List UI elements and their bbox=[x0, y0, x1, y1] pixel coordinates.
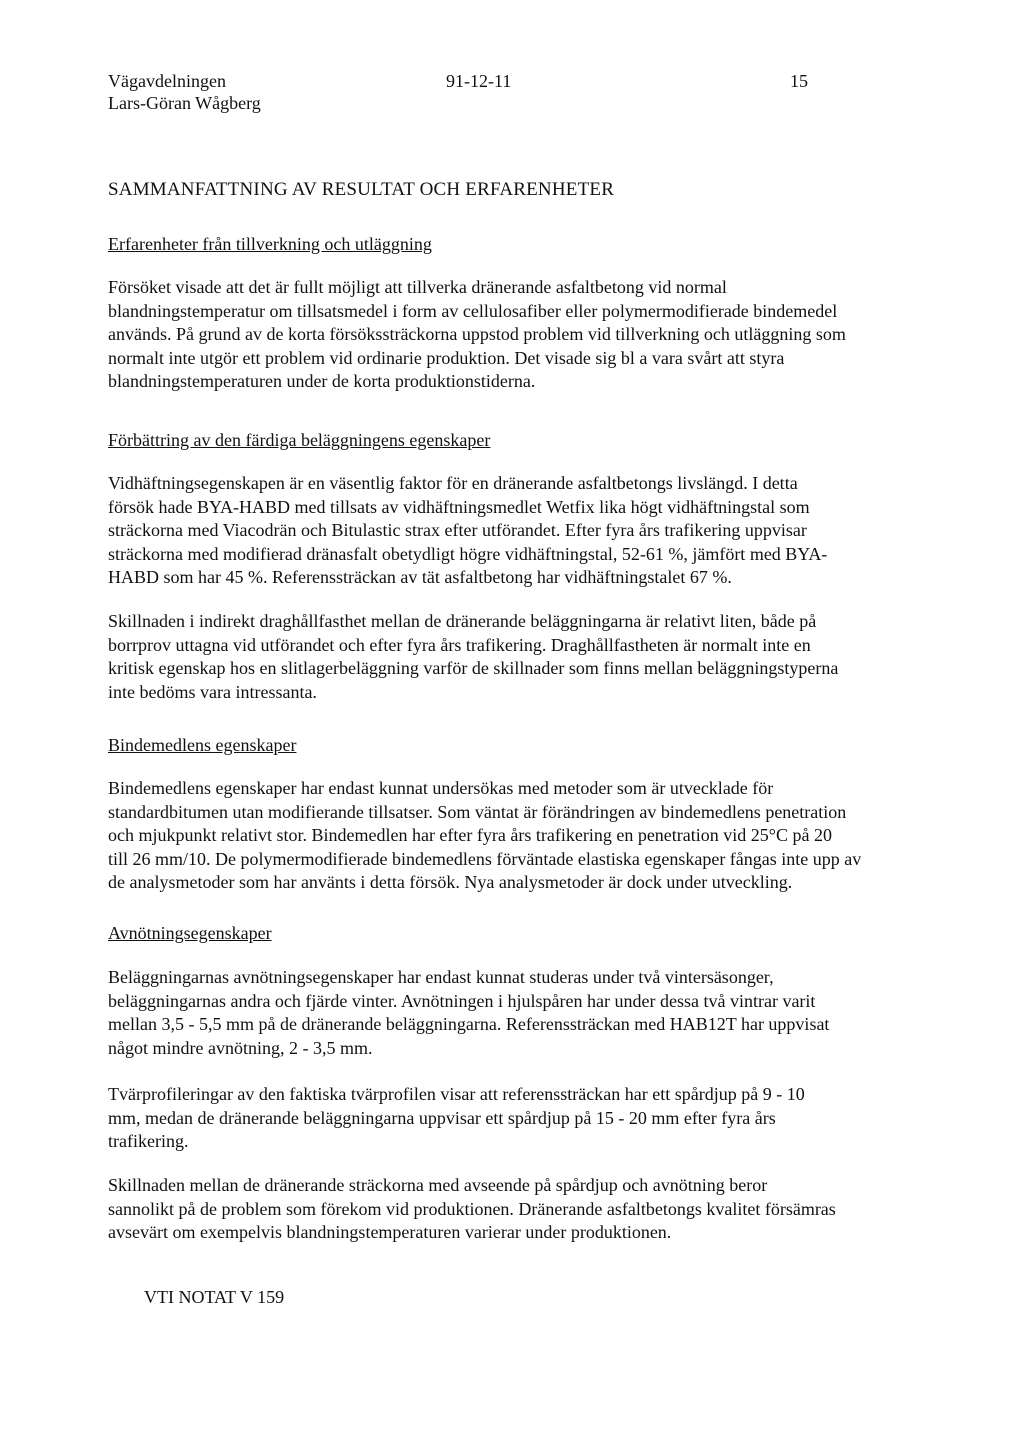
text-line: till 26 mm/10. De polymermodifierade bindemedlens förväntade elastiska egenskaper fångas inte upp av bbox=[108, 848, 862, 869]
text-line: används. På grund av de korta försökssträckorna uppstod problem vid tillverkning och utläggning som bbox=[108, 324, 846, 344]
text-line: borrprov uttagna vid utförandet och efter fyra års trafikering. Draghållfastheten är normalt inte en bbox=[108, 634, 811, 655]
paragraph-wear-properties bbox=[108, 966, 908, 1060]
text-line: Försöket visade att det är fullt möjligt att tillverka dränerande asfaltbetong vid normal bbox=[108, 277, 727, 297]
text-line: och mjukpunkt relativt stor. Bindemedlen har efter fyra års trafikering en penetration vid 25°C på 20 bbox=[108, 825, 832, 845]
text-line: avsevärt om exempelvis blandningstemperaturen varierar under produktionen. bbox=[108, 1222, 672, 1242]
text-line: kritisk egenskap hos en slitlagerbeläggning varför de skillnader som finns mellan beläggningstyperna bbox=[108, 658, 839, 678]
text-line: Skillnaden mellan de dränerande sträckorna med avseende på spårdjup och avnötning beror bbox=[108, 1175, 768, 1195]
page-number: 15 bbox=[790, 71, 808, 91]
paragraph-rut-difference bbox=[108, 1174, 908, 1245]
text-line: standardbitumen utan modifierande tillsatser. Som väntat är förändringen av bindemedlens penetration bbox=[108, 801, 847, 822]
section-heading-wear: Avnötningsegenskaper bbox=[108, 923, 272, 943]
text-line: Skillnaden i indirekt draghållfasthet mellan de dränerande beläggningarna är relativt liten, både på bbox=[108, 611, 817, 631]
paragraph-adhesion bbox=[108, 472, 908, 590]
section-heading-production: Erfarenheter från tillverkning och utläggning bbox=[108, 234, 432, 254]
text-line: Bindemedlens egenskaper har endast kunnat undersökas med metoder som är utvecklade för bbox=[108, 778, 774, 798]
header-date: 91-12-11 bbox=[446, 71, 512, 91]
text-line: trafikering. bbox=[108, 1131, 189, 1151]
paragraph-tensile-strength bbox=[108, 610, 908, 704]
text-line: sträckorna med modifierad dränasfalt obetydligt högre vidhäftningstal, 52-61 %, jämfört med BYA- bbox=[108, 543, 828, 564]
text-line: mm, medan de dränerande beläggningarna uppvisar ett spårdjup på 15 - 20 mm efter fyra års bbox=[108, 1107, 776, 1128]
text-line: försök hade BYA-HABD med tillsats av vidhäftningsmedlet Wetfix lika högt vidhäftningstal som bbox=[108, 496, 810, 517]
text-line: normalt inte utgör ett problem vid ordinarie produktion. Det visade sig bl a vara svårt att styra bbox=[108, 347, 785, 368]
text-line: mellan 3,5 - 5,5 mm på de dränerande beläggningarna. Referenssträckan med HAB12T har uppvisat bbox=[108, 1014, 830, 1034]
text-line: Beläggningarnas avnötningsegenskaper har endast kunnat studeras under två vintersäsonger, bbox=[108, 967, 774, 987]
text-line: något mindre avnötning, 2 - 3,5 mm. bbox=[108, 1037, 373, 1058]
text-line: blandningstemperaturen under de korta produktionstiderna. bbox=[108, 371, 536, 391]
text-line: Tvärprofileringar av den faktiska tvärprofilen visar att referenssträckan har ett spårdjup på 9 - 10 bbox=[108, 1084, 805, 1104]
text-line: beläggningarnas andra och fjärde vinter. Avnötningen i hjulspåren har under dessa två vintrar varit bbox=[108, 990, 816, 1011]
text-line: de analysmetoder som har använts i detta försök. Nya analysmetoder är dock under utveckling. bbox=[108, 872, 793, 892]
text-line: blandningstemperatur om tillsatsmedel i form av cellulosafiber eller polymermodifierade bindemedel bbox=[108, 300, 838, 321]
footer-report-id: VTI NOTAT V 159 bbox=[144, 1287, 285, 1307]
section-heading-improvement: Förbättring av den färdiga beläggningens egenskaper bbox=[108, 430, 491, 450]
paragraph-cross-profile bbox=[108, 1083, 908, 1154]
page-title: SAMMANFATTNING AV RESULTAT OCH ERFARENHETER bbox=[108, 179, 615, 200]
header-author: Lars-Göran Wågberg bbox=[108, 93, 261, 113]
text-line: HABD som har 45 %. Referenssträckan av tät asfaltbetong har vidhäftningstalet 67 %. bbox=[108, 567, 732, 587]
section-heading-binder: Bindemedlens egenskaper bbox=[108, 735, 297, 755]
text-line: Vidhäftningsegenskapen är en väsentlig faktor för en dränerande asfaltbetongs livslängd. I detta bbox=[108, 473, 798, 493]
paragraph-production-experience bbox=[108, 276, 908, 394]
text-line: inte bedöms vara intressanta. bbox=[108, 681, 317, 702]
text-line: sträckorna med Viacodrän och Bitulastic strax efter utförandet. Efter fyra års trafikering uppvisar bbox=[108, 520, 807, 540]
paragraph-binder-properties bbox=[108, 777, 908, 895]
header-organization: Vägavdelningen bbox=[108, 71, 226, 91]
text-line: sannolikt på de problem som förekom vid produktionen. Dränerande asfaltbetongs kvalitet försämras bbox=[108, 1198, 836, 1219]
